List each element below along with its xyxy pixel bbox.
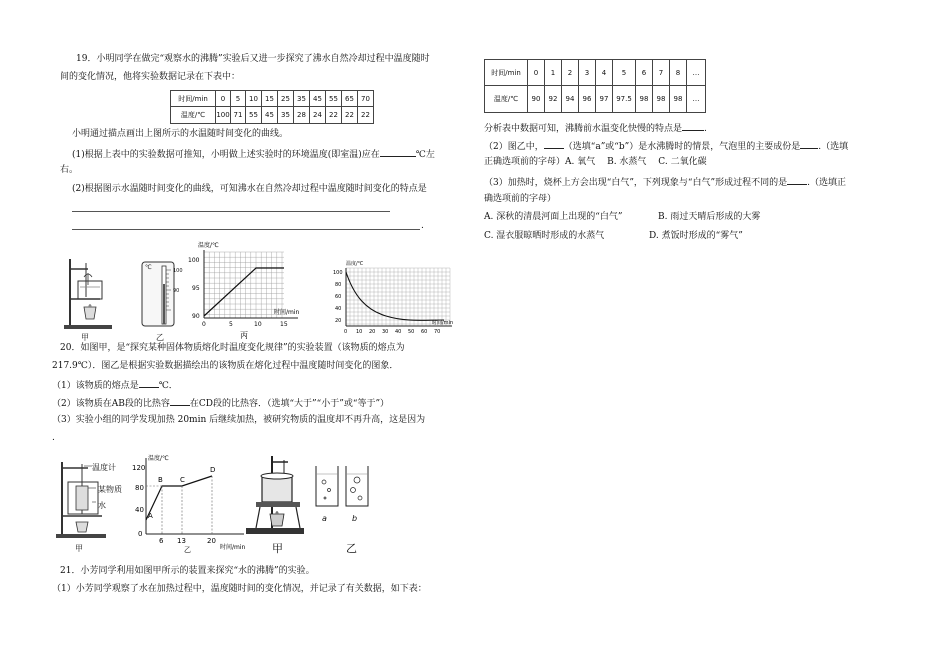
chart-ylabel: 温度/℃ bbox=[148, 455, 169, 462]
y-tick: 80 bbox=[135, 484, 144, 492]
q21-table-cell: 1 bbox=[545, 60, 562, 86]
q19-data-table bbox=[170, 90, 374, 124]
q21-table-cell: 97.5 bbox=[613, 86, 636, 113]
q21-table-cell: 94 bbox=[562, 86, 579, 113]
q20-line4-rest: 在CD段的比热容．（选填“大于”“小于”或“等于”） bbox=[189, 399, 390, 409]
q19-table-cell: 45 bbox=[262, 107, 278, 124]
chart-xlabel: 时间/min bbox=[220, 544, 246, 551]
y-tick: 95 bbox=[192, 285, 200, 292]
q19-table-cell: 45 bbox=[310, 91, 326, 107]
right-line3: 正确选项前的字母）A. 氧气 B. 水蒸气 C. 二氧化碳 bbox=[484, 157, 707, 167]
chart-ylabel: 温度/℃ bbox=[346, 261, 364, 267]
right-line1 bbox=[484, 121, 707, 135]
q21-fig-b-label: b bbox=[352, 514, 358, 523]
q21-table-row2-label: 温度/℃ bbox=[485, 86, 528, 113]
answer-blank[interactable] bbox=[544, 139, 564, 149]
answer-blank[interactable] bbox=[682, 121, 704, 131]
right-line2-end: .（选填 bbox=[818, 142, 849, 152]
answer-blank[interactable] bbox=[380, 147, 416, 157]
q20-line2: 217.9℃）．图乙是根据实验数据描绘出的该物质在熔化过程中温度随时间变化的图象． bbox=[52, 361, 399, 371]
q21-table-cell: 2 bbox=[562, 60, 579, 86]
x-tick: 10 bbox=[356, 329, 363, 335]
q20-label-substance: 某物质 bbox=[98, 485, 122, 494]
q21-table-cell: 3 bbox=[579, 60, 596, 86]
q21-beakers-yi bbox=[312, 462, 372, 512]
y-tick: 0 bbox=[138, 530, 143, 538]
q19-table-cell: 0 bbox=[216, 91, 231, 107]
y-tick: 20 bbox=[335, 318, 342, 324]
right-line4-text: （3）加热时，烧杯上方会出现“白气”，下列现象与“白气”形成过程不同的是 bbox=[484, 178, 788, 188]
q20-line6: . bbox=[52, 433, 55, 443]
q19-thermometer-tick: 90 bbox=[173, 288, 180, 294]
q19-end-dot: . bbox=[421, 221, 424, 231]
q21-table-cell: 98 bbox=[670, 86, 687, 113]
q21-table-cell: 96 bbox=[579, 86, 596, 113]
option-b: B. 雨过天晴后形成的大雾 bbox=[658, 212, 761, 222]
q19-line1: 19．小明同学在做完“观察水的沸腾”实验后又进一步探究了沸水自然冷却过程中温度随时 bbox=[76, 54, 430, 64]
q21-fig-yi-label: 乙 bbox=[346, 542, 357, 555]
y-tick: 80 bbox=[335, 282, 342, 288]
q19-table-cell: 71 bbox=[231, 107, 246, 124]
answer-blank[interactable] bbox=[787, 175, 807, 185]
q21-table-cell: 7 bbox=[653, 60, 670, 86]
x-tick: 20 bbox=[369, 329, 376, 335]
answer-blank[interactable] bbox=[800, 139, 818, 149]
q20-label-thermometer: 温度计 bbox=[92, 463, 116, 472]
option-c: C. 湿衣服晾晒时形成的水蒸气 bbox=[484, 231, 605, 241]
right-line1-end: . bbox=[704, 124, 707, 134]
y-tick: 90 bbox=[192, 313, 200, 320]
q21-table-cell: 4 bbox=[596, 60, 613, 86]
q19-table-cell: 55 bbox=[246, 107, 262, 124]
y-tick: 100 bbox=[333, 270, 343, 276]
q21-table-cell: 6 bbox=[636, 60, 653, 86]
right-line4 bbox=[484, 175, 846, 189]
right-line2-mid: （选填“a”或“b”）是水沸腾时的情景，气泡里的主要成份是 bbox=[563, 142, 801, 152]
y-tick: 40 bbox=[335, 306, 342, 312]
q21-table-cell: … bbox=[687, 60, 706, 86]
melting-curve bbox=[146, 476, 212, 520]
q19-table-cell: 22 bbox=[342, 107, 358, 124]
x-tick: 6 bbox=[159, 537, 164, 545]
q19-table-cell: 15 bbox=[262, 91, 278, 107]
q20-line3-unit: ℃． bbox=[158, 381, 178, 391]
x-tick: 60 bbox=[421, 329, 428, 335]
q20-fig-jia-label: 甲 bbox=[75, 544, 83, 553]
x-tick: 10 bbox=[254, 321, 262, 328]
q19-table-cell: 70 bbox=[358, 91, 374, 107]
q19-table-cell: 65 bbox=[342, 91, 358, 107]
q21-table-cell: 97 bbox=[596, 86, 613, 113]
answer-line[interactable] bbox=[72, 229, 420, 230]
y-tick: 60 bbox=[335, 294, 342, 300]
q21-table-cell: 0 bbox=[528, 60, 545, 86]
x-tick: 0 bbox=[344, 329, 348, 335]
q21-fig-jia-label: 甲 bbox=[272, 542, 283, 555]
q20-line4-text: （2）该物质在AB段的比热容 bbox=[52, 399, 170, 409]
q20-line3-text: （1）该物质的熔点是 bbox=[52, 381, 139, 391]
chart-ylabel: 温度/℃ bbox=[198, 242, 219, 249]
q19-table-cell: 28 bbox=[294, 107, 310, 124]
q20-line4 bbox=[52, 396, 389, 410]
q20-chart-yi bbox=[132, 452, 248, 554]
q19-table-cell: 100 bbox=[216, 107, 231, 124]
q19-line4 bbox=[72, 147, 435, 161]
option-d: D. 煮饭时形成的“雾气” bbox=[649, 231, 743, 241]
q19-fig-jia-label: 甲 bbox=[81, 333, 89, 342]
x-tick: 15 bbox=[280, 321, 288, 328]
answer-blank[interactable] bbox=[139, 378, 159, 388]
q19-line4-unit: ℃左 bbox=[415, 150, 435, 160]
answer-line[interactable] bbox=[72, 211, 390, 212]
right-line1-text: 分析表中数据可知，沸腾前水温变化快慢的特点是 bbox=[484, 124, 683, 134]
q19-table-row2-label: 温度/℃ bbox=[171, 107, 216, 124]
q19-line3: 小明通过描点画出上图所示的水温随时间变化的曲线。 bbox=[72, 129, 289, 139]
q21-table-cell: … bbox=[687, 86, 706, 113]
q21-table-cell: 92 bbox=[545, 86, 562, 113]
point-label-b: B bbox=[158, 476, 163, 484]
q20-line5: （3）实验小组的同学发现加热 20min 后继续加热，被研究物质的温度却不再升高，这是因为 bbox=[52, 415, 426, 425]
answer-blank[interactable] bbox=[170, 396, 190, 406]
q19-table-cell: 22 bbox=[326, 107, 342, 124]
q19-table-cell: 25 bbox=[278, 91, 294, 107]
right-line2-text: （2）图乙中， bbox=[484, 142, 544, 152]
q19-table-cell: 5 bbox=[231, 91, 246, 107]
q21-line1: 21．小芳同学利用如图甲所示的装置来探究“水的沸腾”的实验。 bbox=[60, 566, 315, 576]
q19-line5: 右。 bbox=[60, 165, 79, 175]
q19-apparatus-jia bbox=[58, 255, 118, 335]
y-tick: 120 bbox=[132, 464, 146, 472]
q21-table-cell: 98 bbox=[653, 86, 670, 113]
chart-xlabel: 时间/min bbox=[432, 320, 454, 326]
x-tick: 50 bbox=[408, 329, 415, 335]
x-tick: 13 bbox=[177, 537, 186, 545]
q21-line2: （1）小芳同学观察了水在加热过程中，温度随时间的变化情况，并记录了有关数据，如下表： bbox=[52, 584, 427, 594]
q20-label-water: 水 bbox=[98, 501, 106, 510]
q19-line6: (2)根据图示水温随时间变化的曲线，可知沸水在自然冷却过程中温度随时间变化的特点是 bbox=[72, 184, 427, 194]
x-tick: 40 bbox=[395, 329, 402, 335]
x-tick: 5 bbox=[229, 321, 233, 328]
right-line5: 确选项前的字母） bbox=[484, 194, 557, 204]
q19-table-cell: 35 bbox=[294, 91, 310, 107]
q19-line4-text: (1)根据上表中的实验数据可推知，小明做上述实验时的环境温度(即室温)应在 bbox=[72, 150, 380, 160]
q21-table-row1-label: 时间/min bbox=[485, 60, 528, 86]
q21-table-cell: 8 bbox=[670, 60, 687, 86]
q19-thermometer-unit: ℃ bbox=[145, 264, 152, 271]
q19-table-cell: 24 bbox=[310, 107, 326, 124]
right-line2 bbox=[484, 139, 848, 153]
x-tick: 20 bbox=[207, 537, 216, 545]
q21-table-cell: 98 bbox=[636, 86, 653, 113]
q19-thermometer-tick: 100 bbox=[173, 268, 183, 274]
q19-table-row1-label: 时间/min bbox=[171, 91, 216, 107]
q19-table-cell: 35 bbox=[278, 107, 294, 124]
point-label-c: C bbox=[180, 476, 185, 484]
q19-table-cell: 55 bbox=[326, 91, 342, 107]
q21-table-cell: 5 bbox=[613, 60, 636, 86]
q20-line3 bbox=[52, 378, 178, 392]
temperature-curve bbox=[204, 268, 284, 316]
q20-line1: 20．如图甲，是“探究某种固体物质熔化时温度变化规律”的实验装置（该物质的熔点为 bbox=[60, 343, 405, 353]
q21-apparatus-jia bbox=[240, 452, 312, 542]
q19-table-cell: 10 bbox=[246, 91, 262, 107]
y-tick: 40 bbox=[135, 506, 144, 514]
q21-table-cell: 90 bbox=[528, 86, 545, 113]
right-line4-end: .（选填正 bbox=[807, 178, 847, 188]
q19-chart-bing bbox=[186, 238, 311, 343]
y-tick: 100 bbox=[188, 257, 200, 264]
x-tick: 70 bbox=[434, 329, 441, 335]
x-tick: 30 bbox=[382, 329, 389, 335]
point-label-a: A bbox=[148, 512, 153, 520]
q21-fig-a-label: a bbox=[322, 514, 327, 523]
option-a: A. 深秋的清晨河面上出现的“白气” bbox=[484, 212, 623, 222]
chart-xlabel: 时间/min bbox=[274, 309, 300, 316]
chart-caption: 乙 bbox=[184, 546, 191, 554]
x-tick: 0 bbox=[202, 321, 206, 328]
q21-data-table bbox=[484, 59, 706, 113]
chart-caption: 丙 bbox=[240, 331, 248, 340]
q19-fig-yi-label: 乙 bbox=[156, 333, 164, 342]
q19-line2: 间的变化情况，他将实验数据记录在下表中： bbox=[60, 72, 241, 82]
q19-cooling-chart bbox=[332, 258, 462, 340]
point-label-d: D bbox=[210, 466, 216, 474]
q19-table-cell: 22 bbox=[358, 107, 374, 124]
